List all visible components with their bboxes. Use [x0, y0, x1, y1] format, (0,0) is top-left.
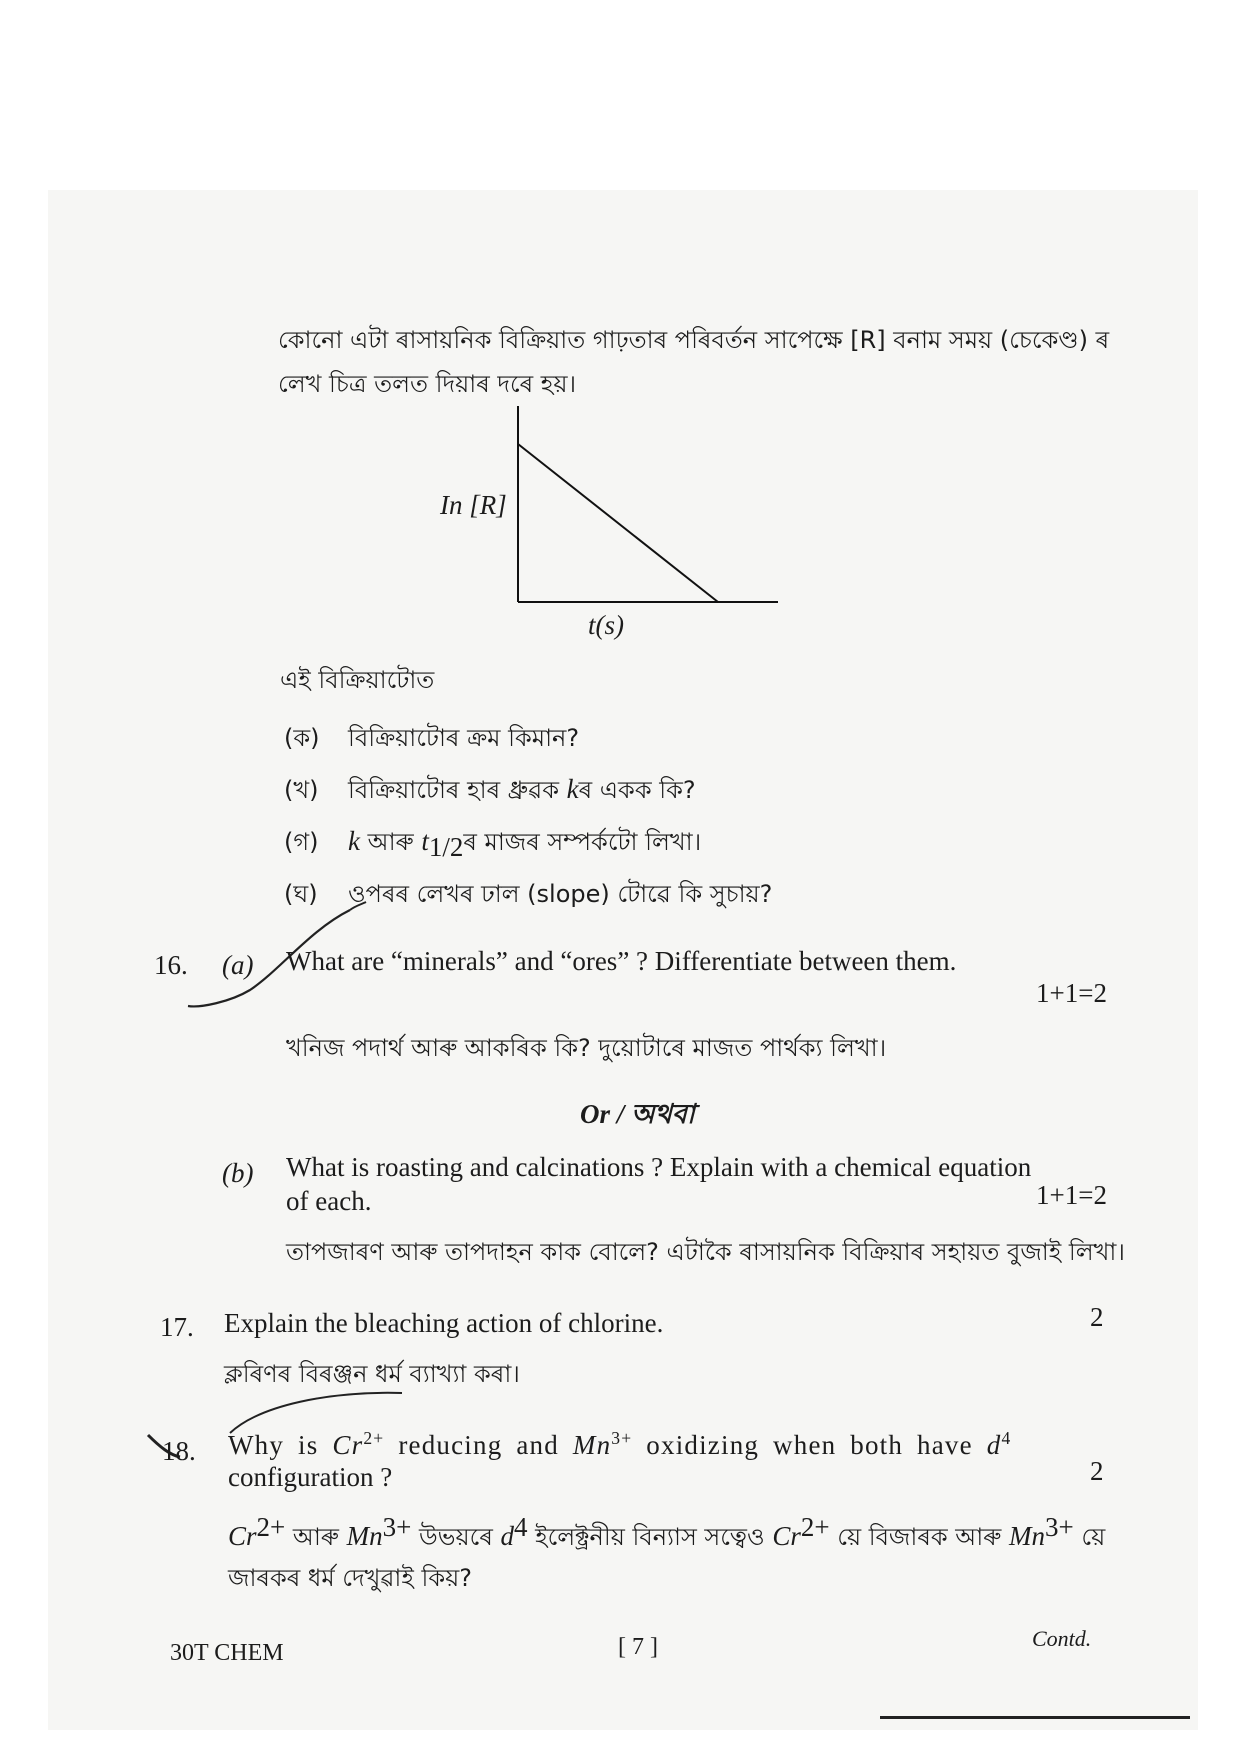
q18-marks: 2 [1090, 1456, 1104, 1486]
q16-b-marks: 1+1=2 [1036, 1180, 1107, 1210]
q16-a-label: (a) [222, 950, 254, 980]
q15-lead: এই বিক্ৰিয়াটোত [280, 666, 435, 694]
footer-paper-code: 30T CHEM [170, 1640, 284, 1666]
q17-text: Explain the bleaching action of chlorine. [224, 1308, 664, 1338]
q18-text-line2: configuration ? [228, 1462, 393, 1492]
q15-part-ka-mark: (ক) [284, 724, 320, 752]
graph-line [518, 444, 718, 602]
q17-bengali: ক্লৰিণৰ বিৰঞ্জন ধৰ্ম ব্যাখ্যা কৰা। [224, 1360, 520, 1388]
q16-a-marks: 1+1=2 [1036, 978, 1107, 1008]
q15-part-gha-text: ওপৰৰ লেখৰ ঢাল (slope) টোৱে কি সুচায়? [348, 880, 773, 908]
graph-y-label: In [R] [440, 490, 507, 520]
q15-part-gha-mark: (ঘ) [284, 880, 318, 908]
q16-b-label: (b) [222, 1158, 254, 1188]
q15-part-kha-text: বিক্ৰিয়াটোৰ হাৰ ধ্ৰুৱক kৰ একক কি? [348, 774, 696, 804]
intro-line-1: কোনো এটা ৰাসায়নিক বিক্ৰিয়াত গাঢ়তাৰ পৰিবৰ্তন সাপেক্ষে [R] বনাম সময় (চেকেণ্ড) ৰ [278, 326, 1110, 354]
or-separator: Or / অথবা [580, 1099, 695, 1129]
q17-number: 17. [160, 1312, 194, 1342]
q17-marks: 2 [1090, 1302, 1104, 1332]
q15-part-kha-mark: (খ) [284, 776, 319, 804]
q16-b-text-line1: What is roasting and calcinations ? Explain with a chemical equation [286, 1152, 1032, 1182]
q18-bengali-line1: $Cr^{2+}$ আৰু $Mn^{3+}$ উভয়ৰে $d^4$ ইলেক্ট্ৰনীয় বিন্যাস সত্বেও $Cr^{2+}$ য়ে বিজাৰক আৰু $Mn^{3+}$ য়ে [228, 1512, 1106, 1551]
q18-number: 18. [162, 1436, 196, 1466]
footer-page-number: [ 7 ] [618, 1634, 658, 1660]
graph-x-label: t(s) [588, 610, 624, 640]
intro-line-2: লেখ চিত্ৰ তলত দিয়াৰ দৰে হয়। [278, 370, 577, 398]
footer-contd: Contd. [1032, 1626, 1092, 1651]
q18-text-line1: Why is $Cr^{2+}$ reducing and $Mn^{3+}$ oxidizing when both have $d^4$ [228, 1428, 1012, 1460]
q16-number: 16. [154, 950, 188, 980]
q15-part-ga-text: k আৰু $t_{1/2}ৰ$ মাজৰ সম্পৰ্কটো লিখা। [348, 826, 702, 862]
q16-a-text: What are “minerals” and “ores” ? Differentiate between them. [286, 946, 957, 976]
q16-b-text-line2: of each. [286, 1186, 372, 1216]
q18-bengali-line2: জাৰকৰ ধৰ্ম দেখুৱাই কিয়? [228, 1564, 473, 1592]
q16-b-bengali: তাপজাৰণ আৰু তাপদাহন কাক বোলে? এটাকৈ ৰাসায়নিক বিক্ৰিয়াৰ সহায়ত বুজাই লিখা। [286, 1238, 1125, 1266]
q15-part-ga-mark: (গ) [284, 828, 319, 856]
q16-a-bengali: খনিজ পদাৰ্থ আৰু আকৰিক কি? দুয়োটাৰে মাজত পাৰ্থক্য লিখা। [286, 1034, 887, 1062]
bottom-rule [880, 1716, 1190, 1719]
q15-part-ka-text: বিক্ৰিয়াটোৰ ক্ৰম কিমান? [348, 724, 580, 752]
